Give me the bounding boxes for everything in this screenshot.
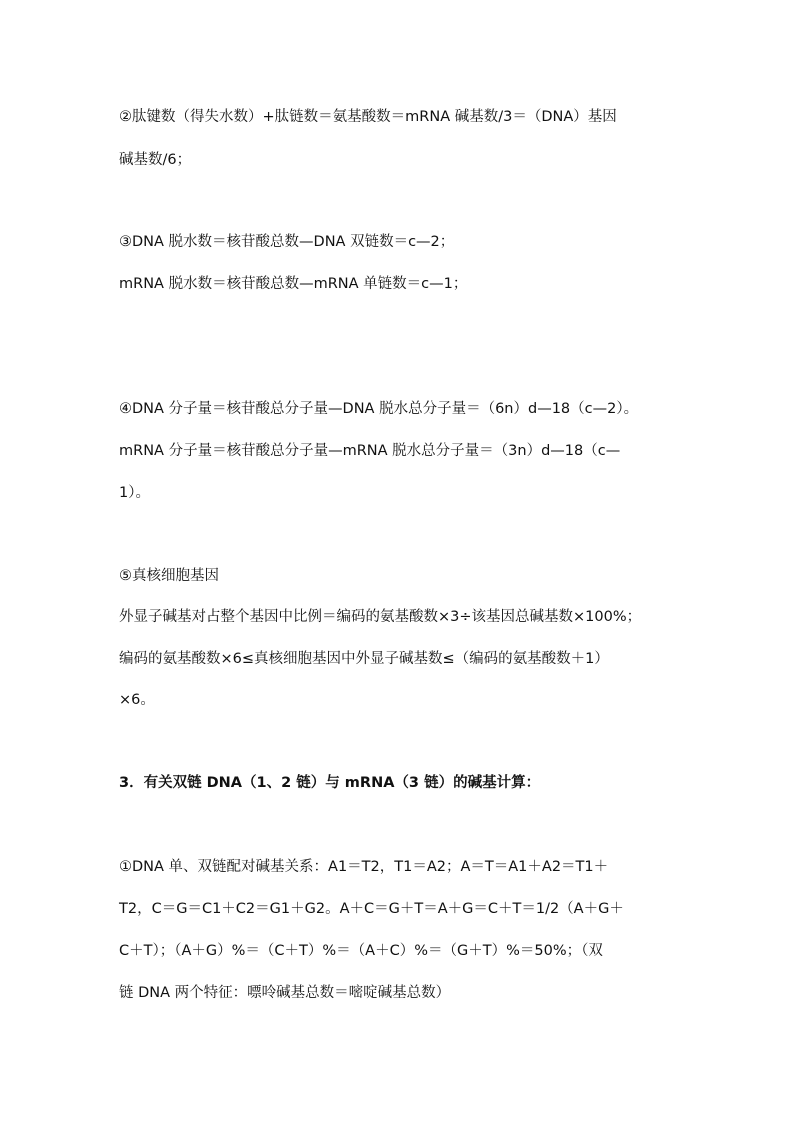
text-line-peptide-bond: ②肽键数（得失水数）+肽链数＝氨基酸数＝mRNA 碱基数/3＝（DNA）基因: [119, 109, 617, 125]
text-line-mrna-molecular-weight-cont: 1）。: [119, 485, 150, 501]
text-line-base-pairing: ①DNA 单、双链配对碱基关系：A1＝T2，T1＝A2；A＝T＝A1＋A2＝T1＋: [119, 859, 609, 875]
text-line-base-pairing-cont1: T2，C＝G＝C1＋C2＝G1＋G2。A＋C＝G＋T＝A＋G＝C＋T＝1/2（A＋G＋: [119, 901, 624, 917]
text-line-eukaryotic-gene: ⑤真核细胞基因: [119, 568, 219, 584]
text-line-exon-count: 编码的氨基酸数×6≤真核细胞基因中外显子碱基数≤（编码的氨基酸数＋1）: [119, 651, 609, 667]
section-heading: 3．有关双链 DNA（1、2 链）与 mRNA（3 链）的碱基计算：: [119, 775, 541, 791]
text-line-mrna-dehydration: mRNA 脱水数＝核苷酸总数—mRNA 单链数＝c—1；: [119, 276, 468, 292]
text-line-peptide-bond-cont: 碱基数/6；: [119, 152, 192, 168]
text-line-dna-dehydration: ③DNA 脱水数＝核苷酸总数—DNA 双链数＝c—2；: [119, 234, 455, 250]
text-line-exon-count-cont: ×6。: [119, 692, 155, 708]
text-line-base-pairing-cont2: C＋T）；（A＋G）%＝（C＋T）%＝（A＋C）%＝（G＋T）%＝50%；（双: [119, 943, 603, 959]
text-line-base-pairing-cont3: 链 DNA 两个特征：嘌呤碱基总数＝嘧啶碱基总数）: [119, 985, 451, 1001]
text-line-dna-molecular-weight: ④DNA 分子量＝核苷酸总分子量—DNA 脱水总分子量＝（6n）d—18（c—2）。: [119, 401, 639, 417]
text-line-mrna-molecular-weight: mRNA 分子量＝核苷酸总分子量—mRNA 脱水总分子量＝（3n）d—18（c—: [119, 443, 621, 459]
text-line-exon-ratio: 外显子碱基对占整个基因中比例＝编码的氨基酸数×3÷该基因总碱基数×100%；: [119, 609, 642, 625]
